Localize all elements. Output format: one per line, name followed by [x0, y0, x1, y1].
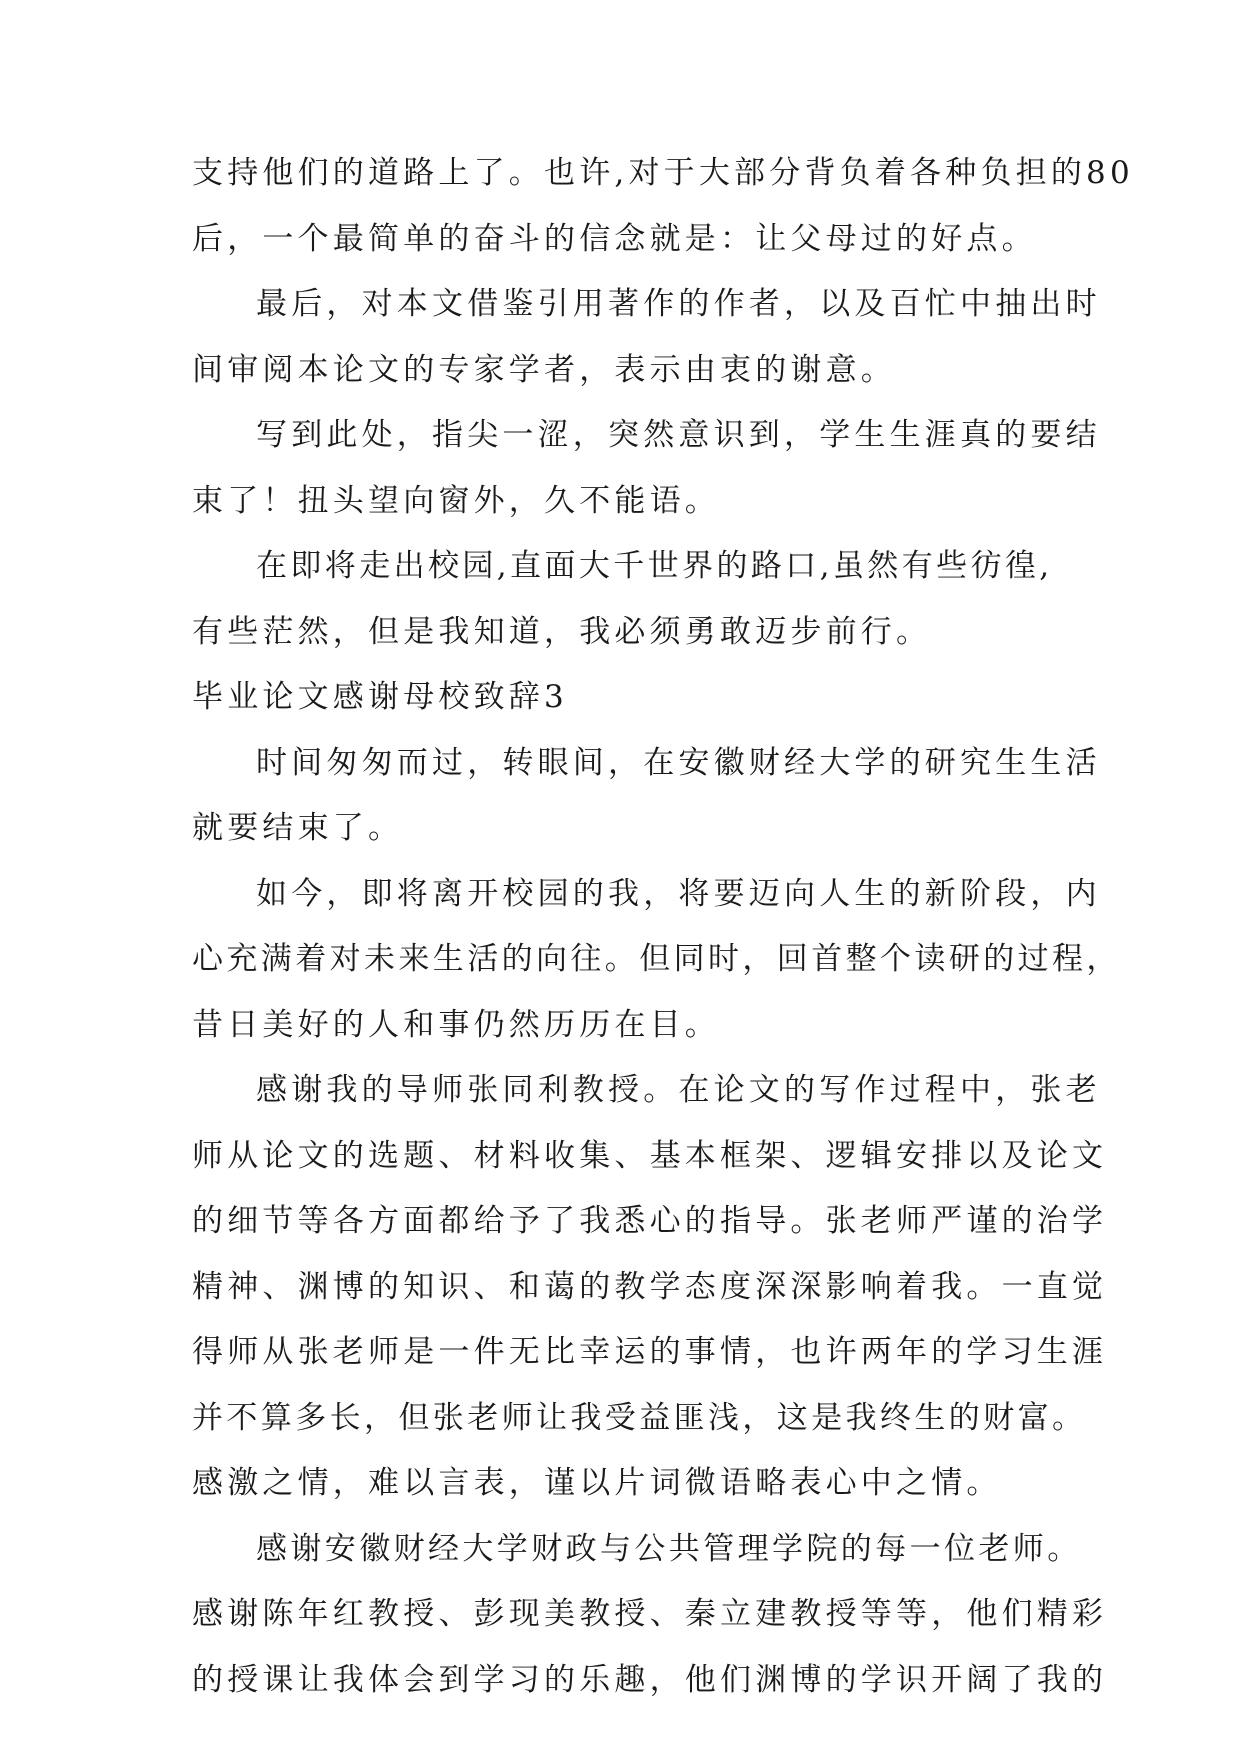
text-line: 师从论文的选题、材料收集、基本框架、逻辑安排以及论文 [192, 1137, 1108, 1174]
text-line: 就要结束了。 [192, 810, 404, 846]
paragraph-start-line: 感谢我的导师张同利教授。在论文的写作过程中，张老 [256, 1072, 1101, 1108]
text-line: 精神、渊博的知识、和蔼的教学态度深深影响着我。一直觉 [192, 1268, 1108, 1305]
section-heading: 毕业论文感谢母校致辞3 [192, 679, 568, 715]
text-line: 后，一个最简单的奋斗的信念就是：让父母过的好点。 [192, 220, 1037, 257]
paragraph-start-line: 感谢安徽财经大学财政与公共管理学院的每一位老师。 [256, 1530, 1082, 1567]
text-line: 感激之情，难以言表，谨以片词微语略表心中之情。 [192, 1465, 1002, 1501]
text-line: 心充满着对未来生活的向往。但同时，回首整个读研的过程， [192, 941, 1121, 977]
paragraph-start-line: 最后，对本文借鉴引用著作的作者，以及百忙中抽出时 [256, 286, 1101, 322]
text-line: 束了！扭头望向窗外，久不能语。 [192, 482, 720, 519]
paragraph-start-line: 如今，即将离开校园的我，将要迈向人生的新阶段，内 [256, 875, 1101, 912]
paragraph-start-line: 写到此处，指尖一涩，突然意识到，学生生涯真的要结 [256, 417, 1101, 453]
text-line: 有些茫然，但是我知道，我必须勇敢迈步前行。 [192, 613, 932, 650]
text-line: 的授课让我体会到学习的乐趣，他们渊博的学识开阔了我的 [192, 1661, 1108, 1698]
text-line: 昔日美好的人和事仍然历历在目。 [192, 1006, 720, 1043]
text-line: 的细节等各方面都给予了我悉心的指导。张老师严谨的治学 [192, 1203, 1108, 1239]
text-line: 感谢陈年红教授、彭现美教授、秦立建教授等等，他们精彩 [192, 1596, 1108, 1632]
paragraph-start-line: 时间匆匆而过，转眼间，在安徽财经大学的研究生生活 [256, 744, 1101, 781]
document-page [192, 155, 1134, 1730]
text-line: 并不算多长，但张老师让我受益匪浅，这是我终生的财富。 [192, 1399, 1087, 1436]
text-line: 支持他们的道路上了。也许,对于大部分背负着各种负担的80 [192, 155, 1134, 191]
text-line: 间审阅本论文的专家学者，表示由衷的谢意。 [192, 351, 896, 388]
paragraph-start-line: 在即将走出校园,直面大千世界的路口,虽然有些彷徨, [256, 548, 1053, 584]
text-line: 得师从张老师是一件无比幸运的事情，也许两年的学习生涯 [192, 1334, 1108, 1370]
